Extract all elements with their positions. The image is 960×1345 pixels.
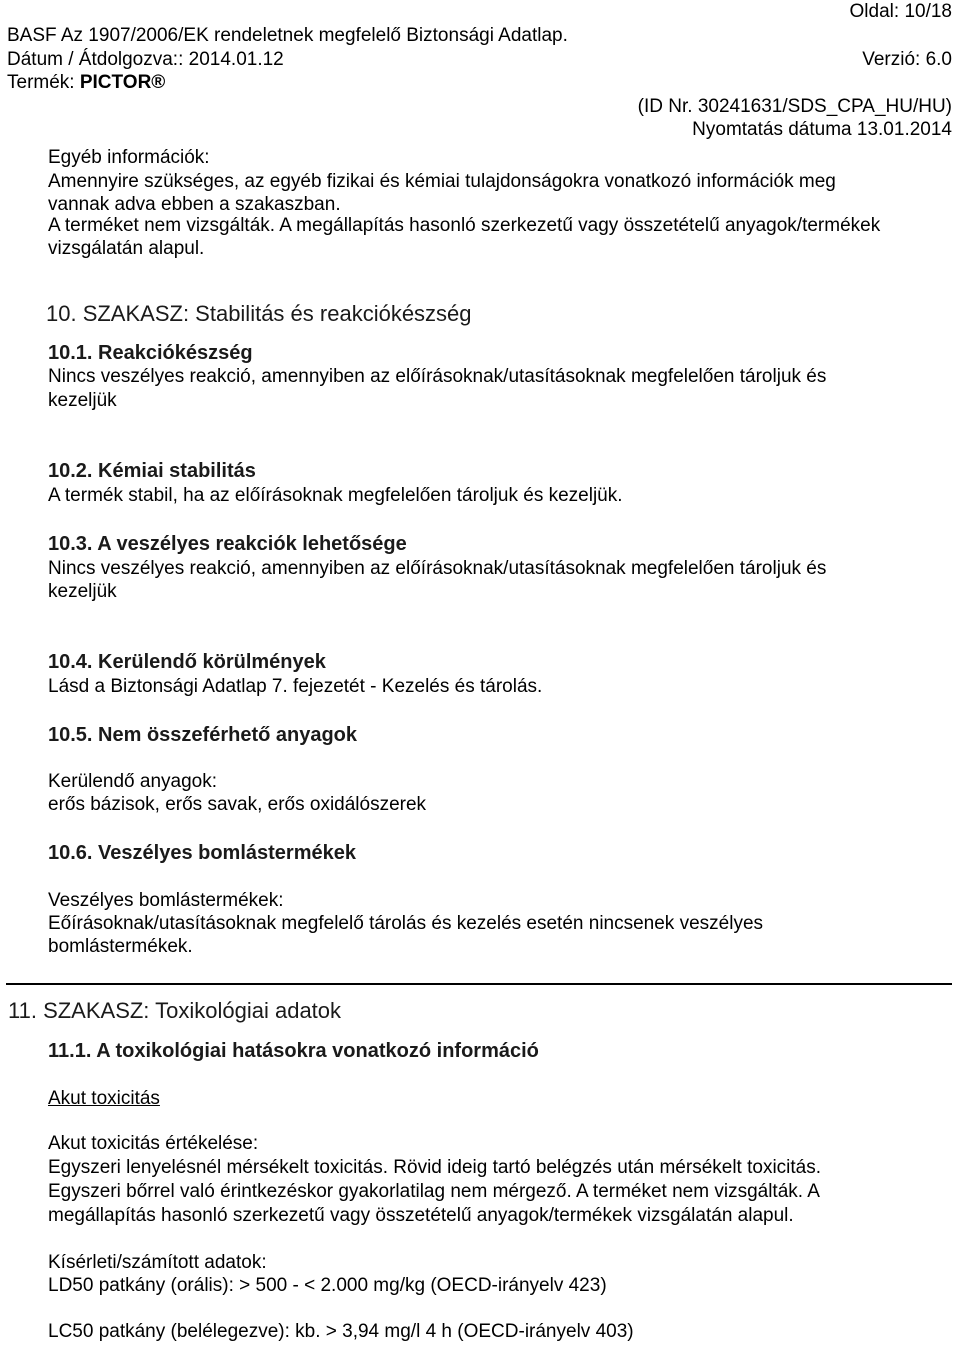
lc50-value: LC50 patkány (belélegezve): kb. > 3,94 mg/l 4 h (OECD-irányelv 403) (48, 1321, 634, 1342)
acute-toxicity-assessment-text: Egyszeri bőrrel való érintkezéskor gyakorlatilag nem mérgező. A terméket nem vizsgálták. A (48, 1181, 820, 1202)
subsection-10-3-heading: 10.3. A veszélyes reakciók lehetősége (48, 533, 407, 555)
other-info-line: Amennyire szükséges, az egyéb fizikai és kémiai tulajdonságokra vonatkozó információk meg (48, 171, 836, 192)
subsection-10-1-text: Nincs veszélyes reakció, amennyiben az előírásoknak/utasításoknak megfelelően tároljuk és (48, 366, 827, 387)
subsection-10-4-heading: 10.4. Kerülendő körülmények (48, 651, 326, 673)
other-info-line: vizsgálatán alapul. (48, 238, 205, 259)
subsection-10-2-heading: 10.2. Kémiai stabilitás (48, 460, 256, 482)
subsection-11-1-heading: 11.1. A toxikológiai hatásokra vonatkozó információ (48, 1040, 539, 1062)
experimental-data-label: Kísérleti/számított adatok: (48, 1252, 267, 1273)
subsection-10-4-text: Lásd a Biztonsági Adatlap 7. fejezetét - Kezelés és tárolás. (48, 676, 543, 697)
acute-toxicity-assessment-label: Akut toxicitás értékelése: (48, 1133, 259, 1154)
subsection-10-1-text: kezeljük (48, 390, 117, 411)
product-name: PICTOR® (79, 72, 166, 93)
other-info-line: vannak adva ebben a szakaszban. (48, 194, 341, 215)
subsection-10-6-label: Veszélyes bomlástermékek: (48, 890, 284, 911)
subsection-10-5-heading: 10.5. Nem összeférhető anyagok (48, 724, 358, 746)
document-id: (ID Nr. 30241631/SDS_CPA_HU/HU) (637, 96, 952, 117)
print-date: Nyomtatás dátuma 13.01.2014 (692, 119, 952, 140)
subsection-10-6-text: bomlástermékek. (48, 936, 193, 957)
ld50-value: LD50 patkány (orális): > 500 - < 2.000 mg/kg (OECD-irányelv 423) (48, 1275, 607, 1296)
other-info-line: A terméket nem vizsgálták. A megállapítás hasonló szerkezetű vagy összetételű anyagok/termékek (48, 215, 881, 236)
subsection-10-3-text: Nincs veszélyes reakció, amennyiben az előírásoknak/utasításoknak megfelelően tároljuk és (48, 558, 827, 579)
subsection-10-3-text: kezeljük (48, 581, 117, 602)
subsection-10-2-text: A termék stabil, ha az előírásoknak megfelelően tároljuk és kezeljük. (48, 485, 623, 506)
other-info-heading: Egyéb információk: (48, 147, 210, 168)
section-divider (6, 983, 952, 985)
product-label: Termék: (7, 72, 75, 93)
subsection-10-6-heading: 10.6. Veszélyes bomlástermékek (48, 842, 356, 864)
acute-toxicity-assessment-text: Egyszeri lenyelésnél mérsékelt toxicitás. Rövid ideig tartó belégzés után mérsékelt toxicitás. (48, 1157, 822, 1178)
version: Verzió: 6.0 (862, 49, 952, 70)
subsection-10-5-label: Kerülendő anyagok: (48, 771, 218, 792)
product-line (7, 72, 165, 94)
subsection-10-1-heading: 10.1. Reakciókészség (48, 342, 253, 364)
section-10-heading: 10. SZAKASZ: Stabilitás és reakciókészség (46, 301, 472, 326)
revision-date: Dátum / Átdolgozva:: 2014.01.12 (7, 49, 284, 70)
acute-toxicity-assessment-text: megállapítás hasonló szerkezetű vagy összetételű anyagok/termékek vizsgálatán alapul. (48, 1205, 794, 1226)
acute-toxicity-link[interactable]: Akut toxicitás (48, 1088, 160, 1109)
document-title: BASF Az 1907/2006/EK rendeletnek megfelelő Biztonsági Adatlap. (7, 25, 568, 46)
subsection-10-5-text: erős bázisok, erős savak, erős oxidálószerek (48, 794, 427, 815)
subsection-10-6-text: Eőírásoknak/utasításoknak megfelelő tárolás és kezelés esetén nincsenek veszélyes (48, 913, 764, 934)
section-11-heading: 11. SZAKASZ: Toxikológiai adatok (8, 998, 342, 1023)
page-number: Oldal: 10/18 (849, 1, 952, 22)
